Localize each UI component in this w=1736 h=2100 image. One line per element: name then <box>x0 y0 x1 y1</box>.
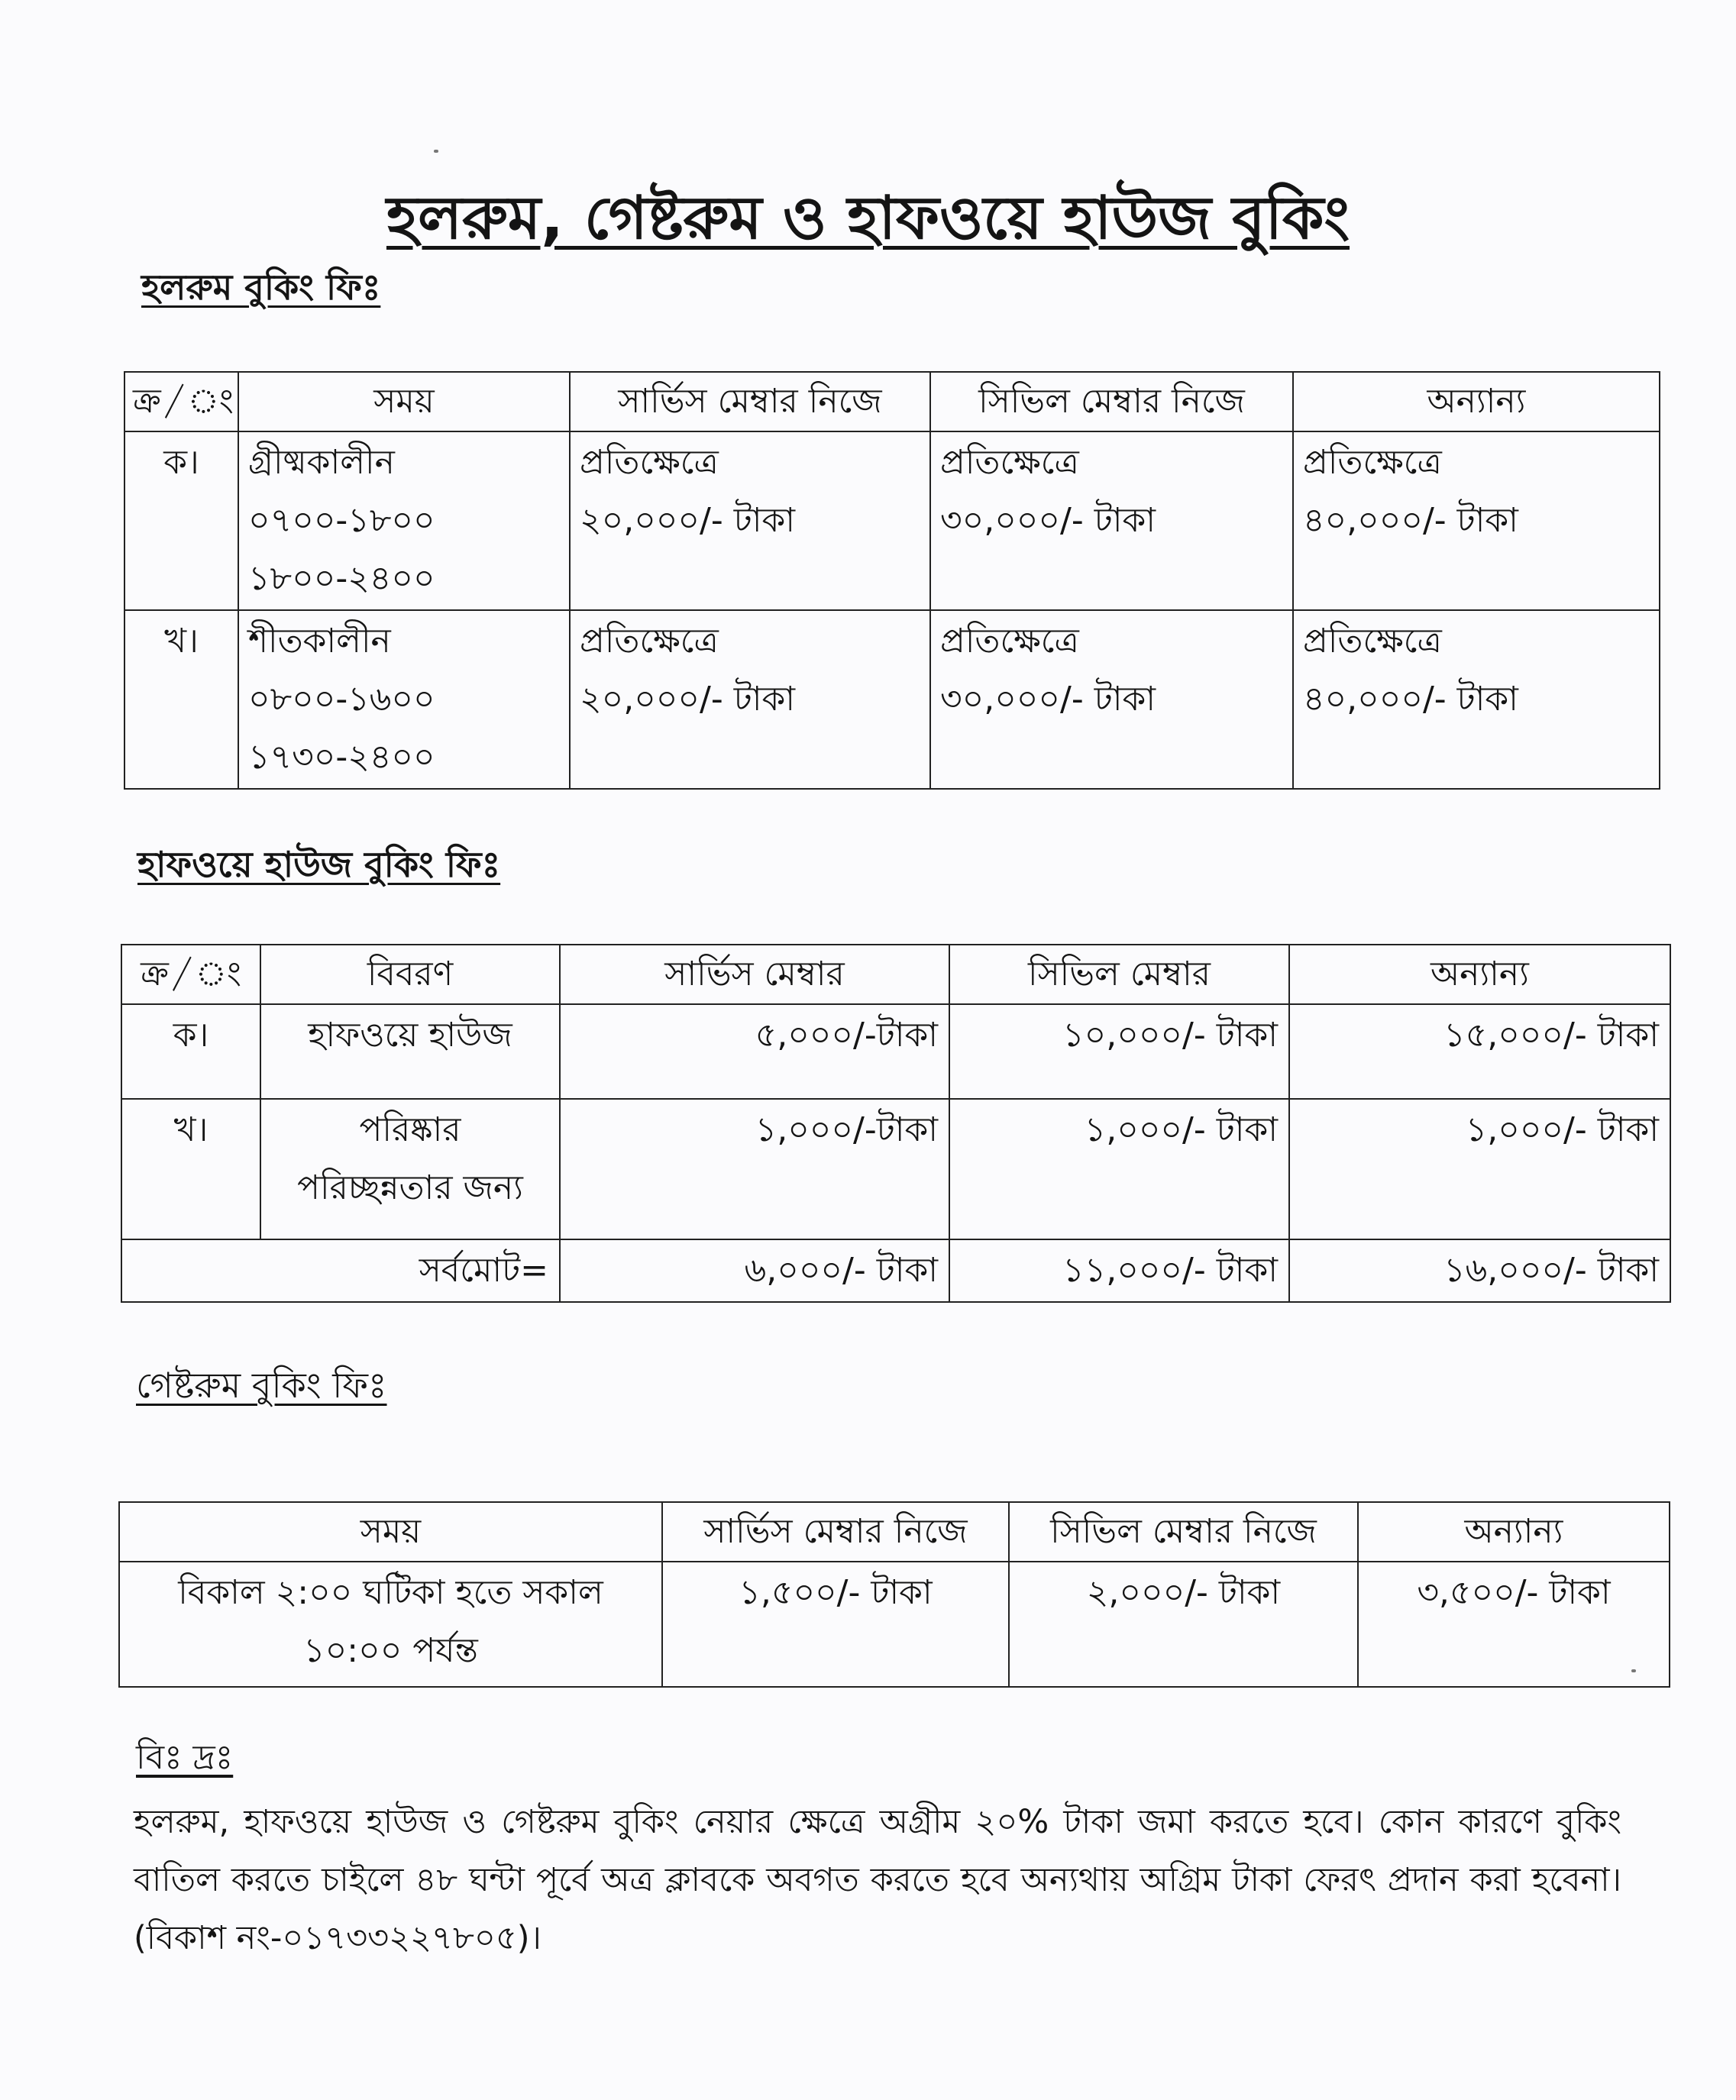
season-label: শীতকালীন <box>248 622 391 661</box>
serial-cell: খ। <box>124 610 238 789</box>
civil-fee-cell <box>930 431 1293 610</box>
time-text: বিকাল ২:০০ ঘটিকা হতে সকাল <box>178 1573 603 1612</box>
table-header-row <box>124 372 1660 431</box>
other-fee-cell: ১,০০০/- টাকা <box>1289 1099 1670 1239</box>
col-header-other: অন্যান্য <box>1358 1502 1670 1562</box>
civil-fee-cell <box>930 610 1293 789</box>
fee-amount: ২০,০০০/- টাকা <box>580 680 795 719</box>
halfway-heading: হাফওয়ে হাউজ বুকিং ফিঃ <box>137 844 501 885</box>
note-text: হলরুম, হাফওয়ে হাউজ ও গেষ্টরুম বুকিং নেয়ার ক্ষেত্রে অগ্রীম ২০% টাকা জমা করতে হবে। কোন কারণে বুকিং বাতিল করতে চাইলে ৪৮ ঘন্টা পূর্বে অত্র ক্লাবকে অবগত করতে হবে অন্যথায় অগ্রিম টাকা ফেরৎ প্রদান করা হবেনা। (বিকাশ নং-০১৭৩৩২২৭৮০৫)। <box>134 1803 1621 1957</box>
time-slot: ০৮০০-১৬০০ <box>248 680 435 719</box>
total-civil: ১১,০০০/- টাকা <box>949 1239 1289 1302</box>
col-header-other: অন্যান্য <box>1289 945 1670 1004</box>
col-header-service-member: সার্ভিস মেম্বার <box>560 945 949 1004</box>
civil-fee-cell: ১,০০০/- টাকা <box>949 1099 1289 1239</box>
time-cell <box>119 1562 662 1687</box>
hallroom-fee-table <box>124 371 1660 790</box>
serial-cell: খ। <box>121 1099 260 1239</box>
time-slot: ১৮০০-২৪০০ <box>248 559 435 598</box>
table-row <box>124 431 1660 610</box>
other-fee-cell <box>1293 431 1660 610</box>
halfway-fee-table <box>121 944 1671 1303</box>
description-text: পরিচ্ছন্নতার জন্য <box>297 1168 523 1207</box>
scan-speck <box>1631 1669 1636 1672</box>
time-cell <box>238 431 570 610</box>
table-row <box>121 1099 1670 1239</box>
service-fee-cell <box>570 610 930 789</box>
description-text: হাফওয়ে হাউজ <box>308 1016 512 1055</box>
description-text: পরিষ্কার <box>359 1110 461 1149</box>
service-fee-cell <box>570 431 930 610</box>
fee-qualifier: প্রতিক্ষেত্রে <box>1303 622 1442 661</box>
table-row <box>124 610 1660 789</box>
col-header-other: অন্যান্য <box>1293 372 1660 431</box>
fee-qualifier: প্রতিক্ষেত্রে <box>940 443 1079 482</box>
col-header-time: সময় <box>238 372 570 431</box>
note-heading: বিঃ দ্রঃ <box>136 1738 234 1777</box>
other-fee-cell: ৩,৫০০/- টাকা <box>1358 1562 1670 1687</box>
serial-cell: ক। <box>124 431 238 610</box>
serial-cell: ক। <box>121 1004 260 1099</box>
time-slot: ০৭০০-১৮০০ <box>248 501 435 540</box>
col-header-service-member: সার্ভিস মেম্বার নিজে <box>662 1502 1009 1562</box>
other-fee-cell: ১৫,০০০/- টাকা <box>1289 1004 1670 1099</box>
description-cell <box>260 1099 560 1239</box>
hallroom-heading: হলরুম বুকিং ফিঃ <box>141 267 381 308</box>
time-text: ১০:০০ পর্যন্ত <box>303 1631 478 1670</box>
fee-amount: ৪০,০০০/- টাকা <box>1303 680 1518 719</box>
fee-qualifier: প্রতিক্ষেত্রে <box>580 622 719 661</box>
col-header-time: সময় <box>119 1502 662 1562</box>
col-header-serial: ক্র/ং <box>124 372 238 431</box>
fee-qualifier: প্রতিক্ষেত্রে <box>1303 443 1442 482</box>
civil-fee-cell: ১০,০০০/- টাকা <box>949 1004 1289 1099</box>
col-header-serial: ক্র/ং <box>121 945 260 1004</box>
table-row <box>121 1004 1670 1099</box>
fee-amount: ৪০,০০০/- টাকা <box>1303 501 1518 540</box>
fee-qualifier: প্রতিক্ষেত্রে <box>580 443 719 482</box>
col-header-civil-member: সিভিল মেম্বার নিজে <box>930 372 1293 431</box>
guestroom-fee-table <box>118 1501 1670 1688</box>
col-header-civil-member: সিভিল মেম্বার <box>949 945 1289 1004</box>
total-row <box>121 1239 1670 1302</box>
service-fee-cell: ১,৫০০/- টাকা <box>662 1562 1009 1687</box>
col-header-description: বিবরণ <box>260 945 560 1004</box>
fee-amount: ২০,০০০/- টাকা <box>580 501 795 540</box>
civil-fee-cell: ২,০০০/- টাকা <box>1009 1562 1358 1687</box>
table-header-row <box>121 945 1670 1004</box>
description-cell <box>260 1004 560 1099</box>
time-slot: ১৭৩০-২৪০০ <box>248 738 435 777</box>
total-label: সর্বমোট= <box>121 1239 560 1302</box>
fee-qualifier: প্রতিক্ষেত্রে <box>940 622 1079 661</box>
col-header-civil-member: সিভিল মেম্বার নিজে <box>1009 1502 1358 1562</box>
service-fee-cell: ৫,০০০/-টাকা <box>560 1004 949 1099</box>
other-fee-cell <box>1293 610 1660 789</box>
total-service: ৬,০০০/- টাকা <box>560 1239 949 1302</box>
service-fee-cell: ১,০০০/-টাকা <box>560 1099 949 1239</box>
total-other: ১৬,০০০/- টাকা <box>1289 1239 1670 1302</box>
scan-speck <box>434 150 438 153</box>
table-header-row <box>119 1502 1670 1562</box>
table-row <box>119 1562 1670 1687</box>
page-title: হলরুম, গেষ্টরুম ও হাফওয়ে হাউজ বুকিং <box>386 184 1350 253</box>
time-cell <box>238 610 570 789</box>
fee-amount: ৩০,০০০/- টাকা <box>940 501 1156 540</box>
season-label: গ্রীষ্মকালীন <box>248 443 395 482</box>
fee-amount: ৩০,০০০/- টাকা <box>940 680 1156 719</box>
guestroom-heading: গেষ্টরুম বুকিং ফিঃ <box>136 1365 387 1406</box>
col-header-service-member: সার্ভিস মেম্বার নিজে <box>570 372 930 431</box>
